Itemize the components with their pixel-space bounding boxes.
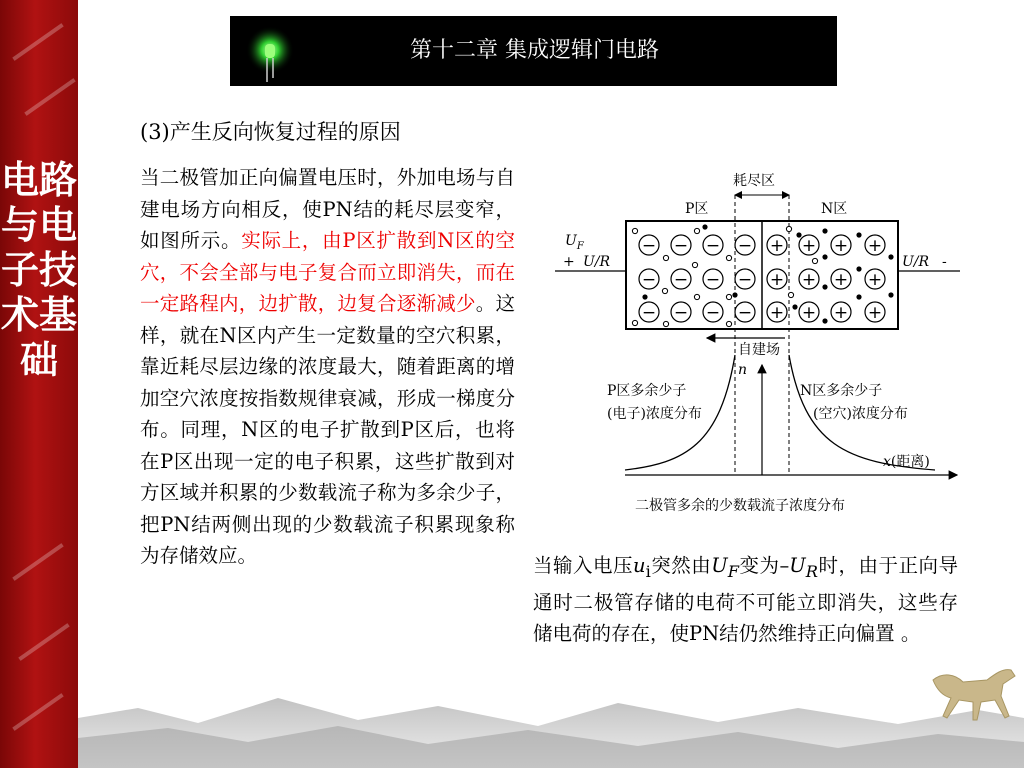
sidebar-texture [12, 543, 63, 581]
uf-label: $U_F$ [565, 233, 584, 252]
green-led-icon [240, 16, 320, 86]
hole-carrier [663, 321, 668, 326]
x-axis-label: x(距离) [883, 454, 930, 470]
hole-carrier [726, 255, 731, 260]
hole-carrier [632, 320, 637, 325]
electron-carrier [822, 228, 827, 233]
hole-carrier [662, 288, 667, 293]
n-excess-label-2: (空穴)浓度分布 [813, 406, 908, 422]
electron-carrier [888, 292, 893, 297]
paragraph-text: 当二极管加正向偏置电压时，外加电场与自建电场方向相反，使PN结的耗尽层变窄，如图所示。 [140, 166, 515, 252]
hole-carrier [632, 228, 637, 233]
pn-junction-diagram [555, 165, 970, 520]
negative-ion-sign: − [673, 236, 689, 256]
electron-carrier [822, 318, 827, 323]
sidebar [0, 0, 78, 768]
hole-carrier [663, 255, 668, 260]
built-in-field-label: 自建场 [738, 342, 780, 358]
hole-carrier [694, 294, 699, 299]
positive-ion-sign: + [769, 236, 785, 256]
negative-ion-sign: − [673, 303, 689, 323]
hole-carrier [726, 294, 731, 299]
positive-ion-sign: + [867, 236, 883, 256]
negative-ion-sign: − [705, 270, 721, 290]
negative-ion-sign: − [705, 236, 721, 256]
negative-ion-sign: − [641, 236, 657, 256]
electron-carrier [822, 284, 827, 289]
hole-carrier [812, 258, 817, 263]
negative-ion-sign: − [737, 303, 753, 323]
diagram-caption: 二极管多余的少数载流子浓度分布 [635, 498, 845, 514]
p-excess-label-1: P区多余少子 [607, 383, 687, 399]
electron-carrier [856, 232, 861, 237]
electron-carrier [856, 266, 861, 271]
sidebar-title: 电路与电子技术基础 [0, 158, 77, 382]
sidebar-texture [12, 23, 63, 61]
n-axis-label: n [738, 362, 748, 378]
depletion-label: 耗尽区 [733, 173, 775, 189]
positive-ion-sign: + [833, 236, 849, 256]
hole-carrier [694, 228, 699, 233]
left-ur-label: U/R [583, 254, 611, 270]
negative-ion-sign: − [705, 303, 721, 323]
horse-icon [925, 660, 1020, 730]
positive-ion-sign: + [769, 270, 785, 290]
electron-carrier [702, 224, 707, 229]
hole-carrier [726, 321, 731, 326]
header-banner [230, 16, 837, 86]
negative-ion-sign: − [641, 270, 657, 290]
paragraph-text: 。这样，就在N区内产生一定数量的空穴积累，靠近耗尽层边缘的浓度最大，随着距离的增加空穴浓度按指数规律衰减，形成一梯度分布。同理，N区的电子扩散到P区后，也将在P区出现一定的电子积累，这些扩散到对方区域并积累的少数载流子称为多余少子，把PN结两侧出现的少数载流子积累现象称为存储效应。 [140, 292, 515, 567]
n-region-label: N区 [821, 201, 848, 217]
right-paragraph: 当输入电压$u_i$突然由$U_F$变为$-U_R$时，由于正向导通时二极管存储的电荷不可能立即消失，这些存储电荷的存在，使PN结仍然维持正向偏置 。 [533, 554, 958, 645]
sidebar-texture [24, 78, 75, 116]
mountain-background [78, 678, 1024, 768]
negative-ion-sign: − [673, 270, 689, 290]
hole-carrier [786, 226, 791, 231]
positive-ion-sign: + [833, 270, 849, 290]
negative-ion-sign: − [737, 270, 753, 290]
electron-carrier [888, 254, 893, 259]
sidebar-texture [12, 693, 63, 731]
sidebar-texture [18, 623, 69, 661]
positive-ion-sign: + [833, 303, 849, 323]
electron-carrier [642, 294, 647, 299]
minus-sign: - [942, 254, 947, 270]
positive-ion-sign: + [801, 236, 817, 256]
hole-carrier [692, 262, 697, 267]
positive-ion-sign: + [769, 303, 785, 323]
p-excess-label-2: (电子)浓度分布 [607, 406, 702, 422]
n-excess-label-1: N区多余少子 [800, 383, 883, 399]
right-ur-label: U/R [902, 254, 930, 270]
positive-ion-sign: + [801, 303, 817, 323]
chapter-title: 第十二章 集成逻辑门电路 [410, 38, 659, 63]
electron-carrier [732, 292, 737, 297]
section-subtitle: (3)产生反向恢复过程的原因 [140, 120, 401, 144]
hole-carrier [788, 292, 793, 297]
p-region-label: P区 [685, 201, 709, 217]
negative-ion-sign: − [641, 303, 657, 323]
electron-carrier [856, 294, 861, 299]
positive-ion-sign: + [801, 270, 817, 290]
plus-sign: + [563, 254, 575, 270]
left-paragraph [140, 162, 515, 572]
electron-carrier [792, 304, 797, 309]
negative-ion-sign: − [737, 236, 753, 256]
positive-ion-sign: + [867, 270, 883, 290]
electron-carrier [796, 232, 801, 237]
electron-carrier [822, 254, 827, 259]
highlighted-text: 实际上，由P区扩散到N区的空穴，不会全部与电子复合而立即消失，而在一定路程内，边扩散，边复合逐渐减少 [140, 229, 515, 315]
positive-ion-sign: + [867, 303, 883, 323]
